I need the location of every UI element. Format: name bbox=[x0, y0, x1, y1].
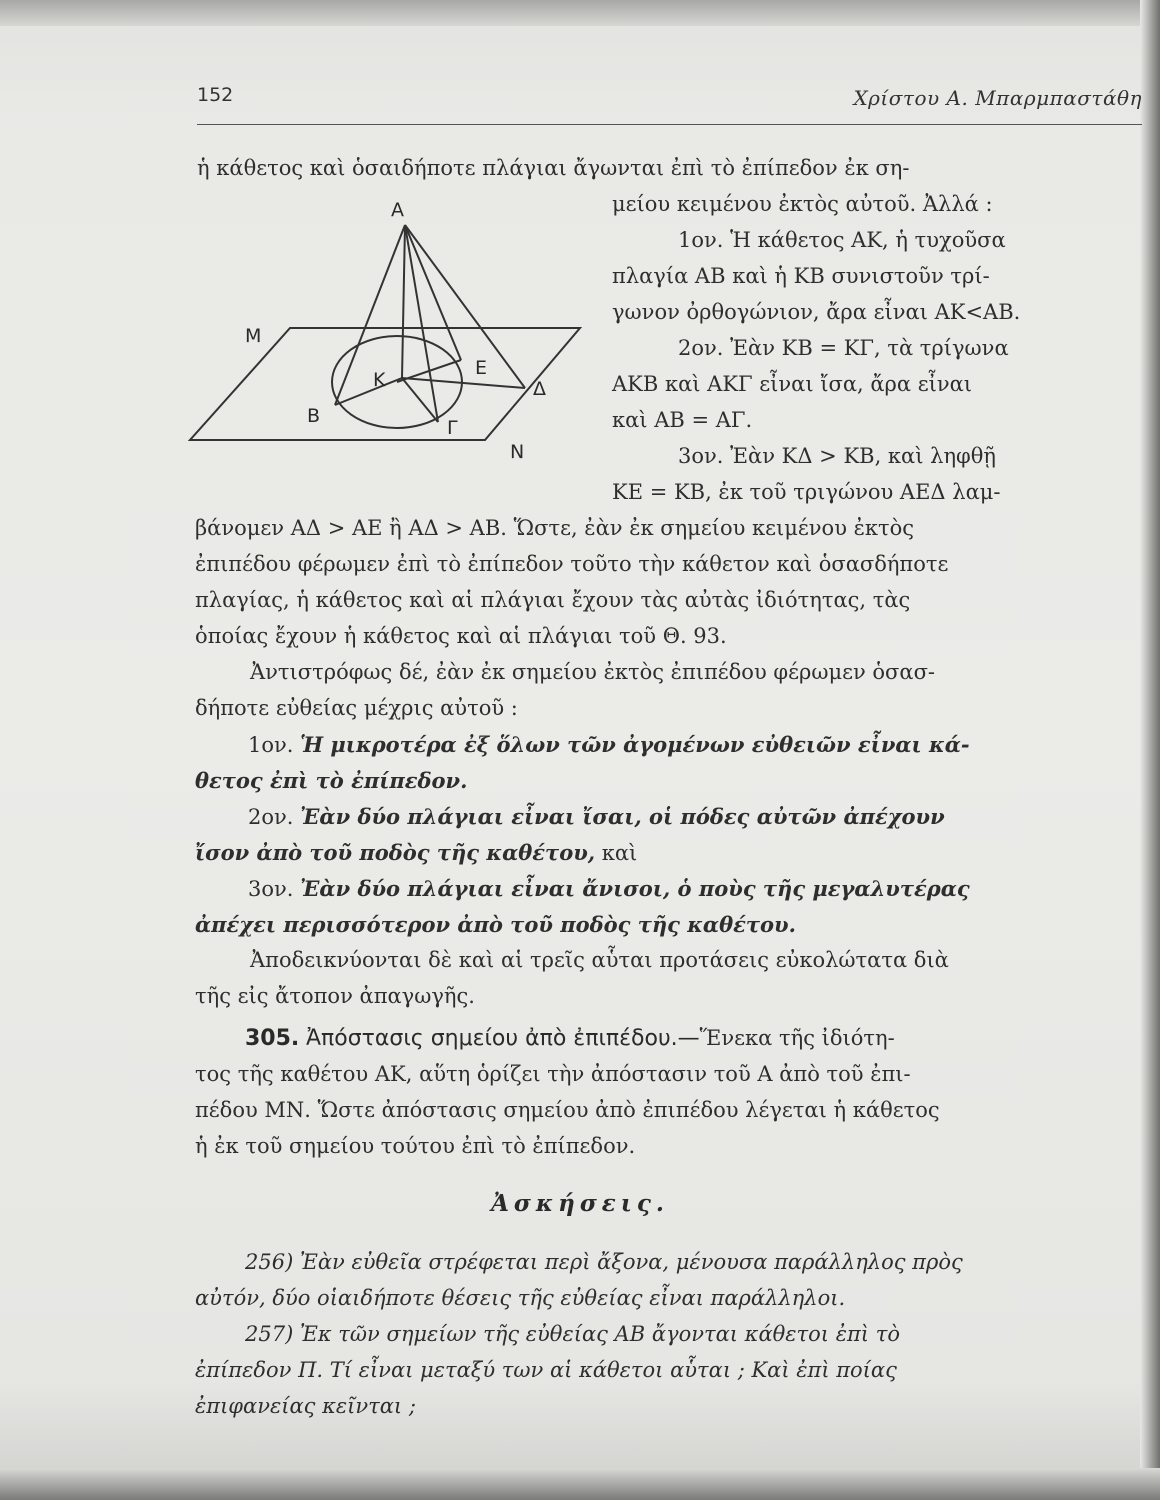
theorem-3-line bbox=[248, 878, 970, 900]
body-line: ἐπιπέδου φέρωμεν ἐπὶ τὸ ἐπίπεδον τοῦτο τὴν κάθετον καὶ ὁσασδήποτε bbox=[195, 552, 949, 576]
page-header bbox=[197, 78, 1142, 125]
body-line: ΑΚΒ καὶ ΑΚΓ εἶναι ἴσα, ἄρα εἶναι bbox=[612, 372, 973, 396]
segment-ab bbox=[335, 225, 405, 405]
label-e: Ε bbox=[475, 357, 488, 379]
page-number: 152 bbox=[197, 84, 234, 106]
body-line: ἡ κάθετος καὶ ὁσαιδήποτε πλάγιαι ἄγωνται ἐπὶ τὸ ἐπίπεδον ἐκ ση- bbox=[197, 156, 910, 180]
body-line: τος τῆς καθέτου ΑΚ, αὕτη ὁρίζει τὴν ἀπόστασιν τοῦ Α ἀπὸ τοῦ ἐπι- bbox=[195, 1062, 911, 1086]
segment-ak bbox=[402, 225, 405, 378]
theorem-1-text: Ἡ μικροτέρα ἐξ ὅλων τῶν ἀγομένων εὐθειῶν εἶναι κά- bbox=[300, 732, 970, 757]
theorem-1-number: 1ον. bbox=[248, 733, 294, 757]
geometry-figure bbox=[185, 190, 585, 470]
exercise-256: 256) Ἐὰν εὐθεῖα στρέφεται περὶ ἄξονα, μένουσα παράλληλος πρὸς bbox=[245, 1250, 963, 1274]
exercise-257-cont: ἐπίπεδον Π. Τί εἶναι μεταξύ των αἱ κάθετοι αὗται ; Καὶ ἐπὶ ποίας bbox=[195, 1358, 897, 1382]
body-line: 1ον. Ἡ κάθετος ΑΚ, ἡ τυχοῦσα bbox=[678, 228, 1006, 252]
body-line: ἡ ἐκ τοῦ σημείου τούτου ἐπὶ τὸ ἐπίπεδον. bbox=[195, 1134, 636, 1158]
segment-ag bbox=[405, 225, 438, 422]
label-n: Ν bbox=[510, 441, 525, 463]
segment-kd bbox=[402, 378, 525, 388]
scan-right-edge bbox=[1140, 0, 1160, 1500]
body-line: βάνομεν ΑΔ > ΑΕ ἢ ΑΔ > ΑΒ. Ὥστε, ἐὰν ἐκ σημείου κειμένου ἐκτὸς bbox=[195, 516, 915, 540]
label-delta: Δ bbox=[533, 378, 546, 400]
theorem-2-conj: καὶ bbox=[595, 841, 638, 865]
scan-bottom-shadow bbox=[0, 1468, 1160, 1500]
exercise-257-cont2: ἐπιφανείας κεῖνται ; bbox=[195, 1394, 416, 1418]
theorem-2-number: 2ον. bbox=[248, 805, 294, 829]
segment-ad bbox=[405, 225, 525, 388]
body-line: πλαγία ΑΒ καὶ ἡ ΚΒ συνιστοῦν τρί- bbox=[612, 264, 990, 288]
body-line: 2ον. Ἐὰν ΚΒ = ΚΓ, τὰ τρίγωνα bbox=[678, 336, 1009, 360]
running-head: Χρίστου Α. Μπαρμπαστάθη bbox=[853, 86, 1142, 110]
body-line: 3ον. Ἐὰν ΚΔ > ΚΒ, καὶ ληφθῇ bbox=[678, 444, 996, 468]
section-305-line bbox=[245, 1028, 895, 1050]
theorem-3-cont: ἀπέχει περισσότερον ἀπὸ τοῦ ποδὸς τῆς καθέτου. bbox=[195, 912, 796, 937]
label-k: Κ bbox=[373, 369, 386, 391]
segment-kb bbox=[335, 378, 402, 405]
body-line: τῆς εἰς ἄτοπον ἀπαγωγῆς. bbox=[195, 984, 475, 1008]
theorem-2-line bbox=[248, 806, 945, 828]
segment-ae bbox=[405, 225, 461, 360]
label-g: Γ bbox=[447, 417, 458, 439]
body-line: Ἀποδεικνύονται δὲ καὶ αἱ τρεῖς αὗται προτάσεις εὐκολώτατα διὰ bbox=[250, 948, 949, 972]
body-line: μείου κειμένου ἐκτὸς αὐτοῦ. Ἀλλά : bbox=[612, 192, 993, 216]
theorem-2-text: Ἐὰν δύο πλάγιαι εἶναι ἴσαι, οἱ πόδες αὐτῶν ἀπέχουν bbox=[300, 804, 945, 829]
exercise-256-cont: αὐτόν, δύο οἱαιδήποτε θέσεις τῆς εὐθείας εἶναι παράλληλοι. bbox=[195, 1286, 846, 1310]
section-305-number: 305. bbox=[245, 1026, 300, 1051]
theorem-2-cont bbox=[195, 842, 637, 864]
label-m: Μ bbox=[245, 325, 262, 347]
label-b: Β bbox=[307, 405, 321, 427]
theorem-1-cont: θετος ἐπὶ τὸ ἐπίπεδον. bbox=[195, 768, 468, 793]
body-line: πλαγίας, ἡ κάθετος καὶ αἱ πλάγιαι ἔχουν τὰς αὐτὰς ἰδιότητας, τὰς bbox=[195, 588, 911, 612]
body-line: ΚΕ = ΚΒ, ἐκ τοῦ τριγώνου ΑΕΔ λαμ- bbox=[612, 480, 1001, 504]
section-305-text: Ἕνεκα τῆς ἰδιότη- bbox=[699, 1026, 895, 1050]
theorem-3-text: Ἐὰν δύο πλάγιαι εἶναι ἄνισοι, ὁ ποὺς τῆς μεγαλυτέρας bbox=[300, 876, 970, 901]
theorem-3-number: 3ον. bbox=[248, 877, 294, 901]
label-a: Α bbox=[391, 199, 404, 221]
theorem-1-line bbox=[248, 734, 970, 756]
section-305-title: Ἀπόστασις σημείου ἀπὸ ἐπιπέδου.— bbox=[305, 1026, 700, 1051]
body-line: πέδου ΜΝ. Ὥστε ἀπόστασις σημείου ἀπὸ ἐπιπέδου λέγεται ἡ κάθετος bbox=[195, 1098, 940, 1122]
scan-top-shadow bbox=[0, 0, 1160, 26]
body-line: γωνον ὀρθογώνιον, ἄρα εἶναι ΑΚ<ΑΒ. bbox=[612, 300, 1021, 324]
theorem-2-cont-text: ἴσον ἀπὸ τοῦ ποδὸς τῆς καθέτου, bbox=[195, 840, 596, 865]
exercise-257: 257) Ἐκ τῶν σημείων τῆς εὐθείας ΑΒ ἄγονται κάθετοι ἐπὶ τὸ bbox=[245, 1322, 900, 1346]
exercises-title: Ἀσκήσεις. bbox=[491, 1190, 669, 1217]
body-line: ὁποίας ἔχουν ἡ κάθετος καὶ αἱ πλάγιαι τοῦ Θ. 93. bbox=[195, 624, 727, 648]
body-line: Ἀντιστρόφως δέ, ἐὰν ἐκ σημείου ἐκτὸς ἐπιπέδου φέρωμεν ὁσασ- bbox=[250, 660, 936, 684]
body-line: καὶ ΑΒ = ΑΓ. bbox=[612, 408, 753, 432]
body-line: δήποτε εὐθείας μέχρις αὐτοῦ : bbox=[195, 696, 518, 720]
